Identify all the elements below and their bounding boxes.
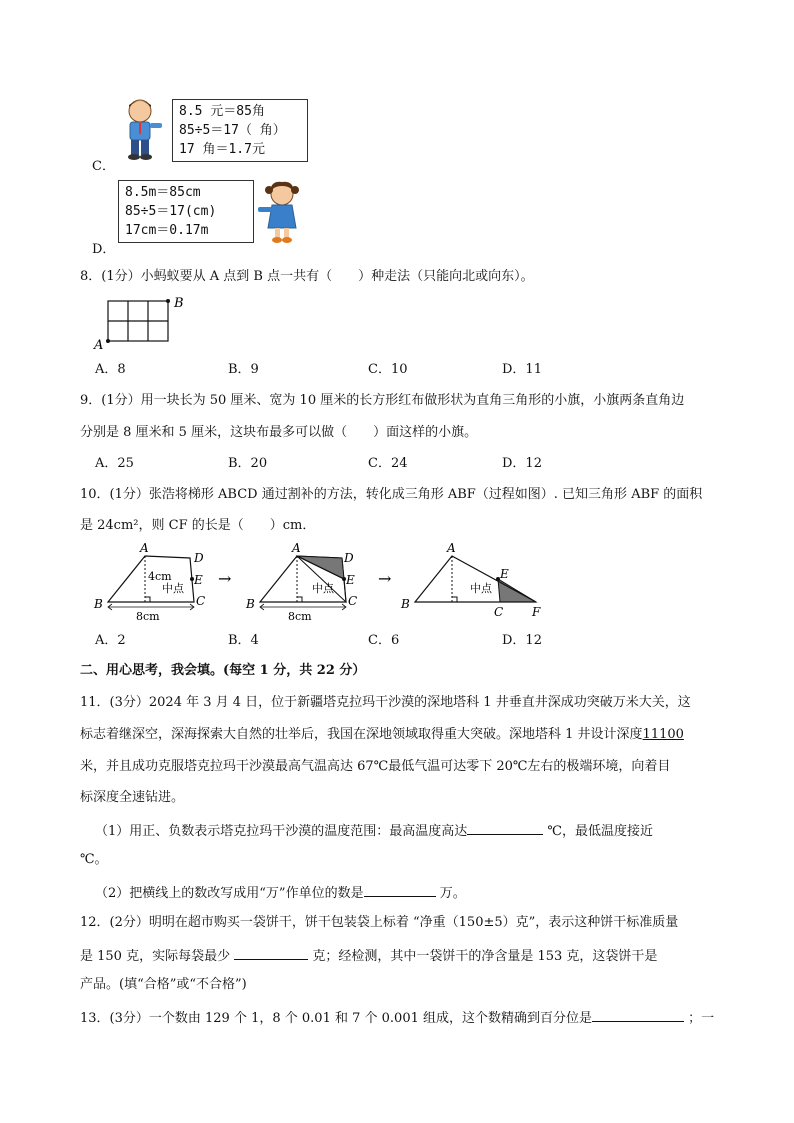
question-11-sub1-end: ℃。 [80, 852, 108, 867]
girl-illustration [256, 180, 306, 246]
question-11-sub2-text: （2）把横线上的数改写成用“万”作单位的数是 [95, 886, 364, 901]
point-b-label: B [174, 296, 184, 311]
vertex-label: A [292, 542, 301, 555]
depth-number: 11100 [642, 727, 684, 742]
midpoint-label: 中点 [162, 582, 184, 595]
vertex-label: C [494, 605, 504, 619]
question-11-sub2 [95, 882, 466, 903]
option-d-line: 8.5m＝85cm [125, 185, 201, 200]
option-c-label: C． [92, 159, 115, 174]
option: B．20 [228, 456, 268, 471]
arrow-icon: → [218, 569, 232, 588]
option-c-box [172, 99, 308, 162]
option-d-box [118, 180, 254, 243]
vertex-label: D [194, 551, 204, 565]
vertex-label: E [194, 573, 203, 587]
option-d-line: 85÷5＝17(cm) [125, 204, 217, 219]
question-9-line: 9．(1分）用一块长为 50 厘米、宽为 10 厘米的长方形红布做形状为直角三角形的小旗，小旗两条直角边 [80, 393, 685, 408]
question-12-text: 克；经检测，其中一袋饼干的净含量是 153 克，这袋饼干是 [312, 949, 658, 964]
option-c-line: 17 角＝1.7元 [179, 142, 265, 157]
height-label: 4cm [148, 570, 172, 583]
answer-blank[interactable] [592, 1007, 684, 1022]
option: B．4 [228, 633, 259, 648]
vertex-label: E [500, 567, 509, 581]
section-heading: 二、用心思考，我会填。(每空 1 分，共 22 分） [80, 663, 366, 678]
vertex-label: B [401, 597, 410, 611]
vertex-label: F [532, 605, 541, 619]
question-11-line: 米，并且成功克服塔克拉玛干沙漠最高气温高达 67℃最低气温可达零下 20℃左右的极端环境，向着目 [80, 759, 671, 774]
answer-blank[interactable] [364, 882, 436, 897]
option: C．10 [368, 362, 408, 377]
question-10-line: 10．(1分）张浩将梯形 ABCD 通过割补的方法，转化成三角形 ABF（过程如图）. 已知三角形 ABF 的面积 [80, 487, 703, 502]
question-13-text: ；一 [688, 1011, 715, 1026]
question-11-line: 标深度全速钻进。 [80, 790, 185, 805]
base-label: 8cm [136, 610, 160, 623]
option: C．6 [368, 633, 400, 648]
arrow-icon: → [378, 569, 392, 588]
trapezoid-figure [90, 542, 550, 624]
base-label: 8cm [288, 610, 312, 623]
vertex-label: C [196, 594, 206, 608]
question-11-text: 标志着继深空，深海探索大自然的壮举后，我国在深地领域取得重大突破。深地塔科 1 井设计深度 [80, 727, 643, 742]
option: D．12 [502, 633, 542, 648]
option: D．12 [502, 456, 542, 471]
question-10-line: 是 24cm²，则 CF 的长是（ ）cm． [80, 518, 316, 533]
option-c-line: 8.5 元＝85角 [179, 104, 265, 119]
question-13-line [80, 1007, 714, 1028]
vertex-label: B [94, 597, 103, 611]
option-d-label: D． [92, 242, 116, 257]
midpoint-label: 中点 [470, 582, 492, 595]
question-11-sub2-text: 万。 [439, 886, 466, 901]
question-11-sub1-text: ℃，最低温度接近 [547, 824, 653, 839]
point-a-label: A [94, 338, 104, 353]
boy-illustration [118, 97, 166, 163]
question-12-text: 是 150 克，实际每袋最少 [80, 949, 231, 964]
question-8-text: 8．(1分）小蚂蚁要从 A 点到 B 点一共有（ ）种走法（只能向北或向东）。 [80, 269, 534, 284]
question-13-text: 13．(3分）一个数由 129 个 1，8 个 0.01 和 7 个 0.001 组成，这个数精确到百分位是 [80, 1011, 592, 1026]
option: A．2 [95, 633, 126, 648]
answer-blank[interactable] [467, 820, 543, 835]
vertex-label: C [348, 594, 358, 608]
question-12-line: 产品。(填“合格”或“不合格”) [80, 977, 247, 992]
question-11-line: 11．(3分）2024 年 3 月 4 日，位于新疆塔克拉玛干沙漠的深地塔科 1 井垂直井深成功突破万米大关，这 [80, 695, 691, 710]
question-9-line: 分别是 8 厘米和 5 厘米，这块布最多可以做（ ）面这样的小旗。 [80, 425, 478, 440]
question-12-line: 12．(2分）明明在超市购买一袋饼干，饼干包装袋上标着 “净重（150±5）克”，表示这种饼干标准质量 [80, 915, 679, 930]
question-11-sub1-text: （1）用正、负数表示塔克拉玛干沙漠的温度范围：最高温度高达 [95, 824, 468, 839]
option: A．8 [95, 362, 126, 377]
option: C．24 [368, 456, 408, 471]
vertex-label: D [344, 551, 354, 565]
option-c-line: 85÷5＝17（ 角） [179, 123, 286, 138]
answer-blank[interactable] [234, 945, 308, 960]
vertex-label: A [447, 542, 456, 555]
option: D．11 [502, 362, 542, 377]
option: B．9 [228, 362, 259, 377]
question-11-sub1 [95, 820, 653, 841]
midpoint-label: 中点 [312, 582, 334, 595]
grid-figure [92, 293, 192, 353]
option-d-line: 17cm＝0.17m [125, 223, 209, 238]
vertex-label: B [246, 597, 255, 611]
question-12-line [80, 945, 657, 966]
vertex-label: E [346, 573, 355, 587]
question-11-line [80, 726, 684, 744]
option: A．25 [95, 456, 134, 471]
vertex-label: A [140, 542, 149, 555]
